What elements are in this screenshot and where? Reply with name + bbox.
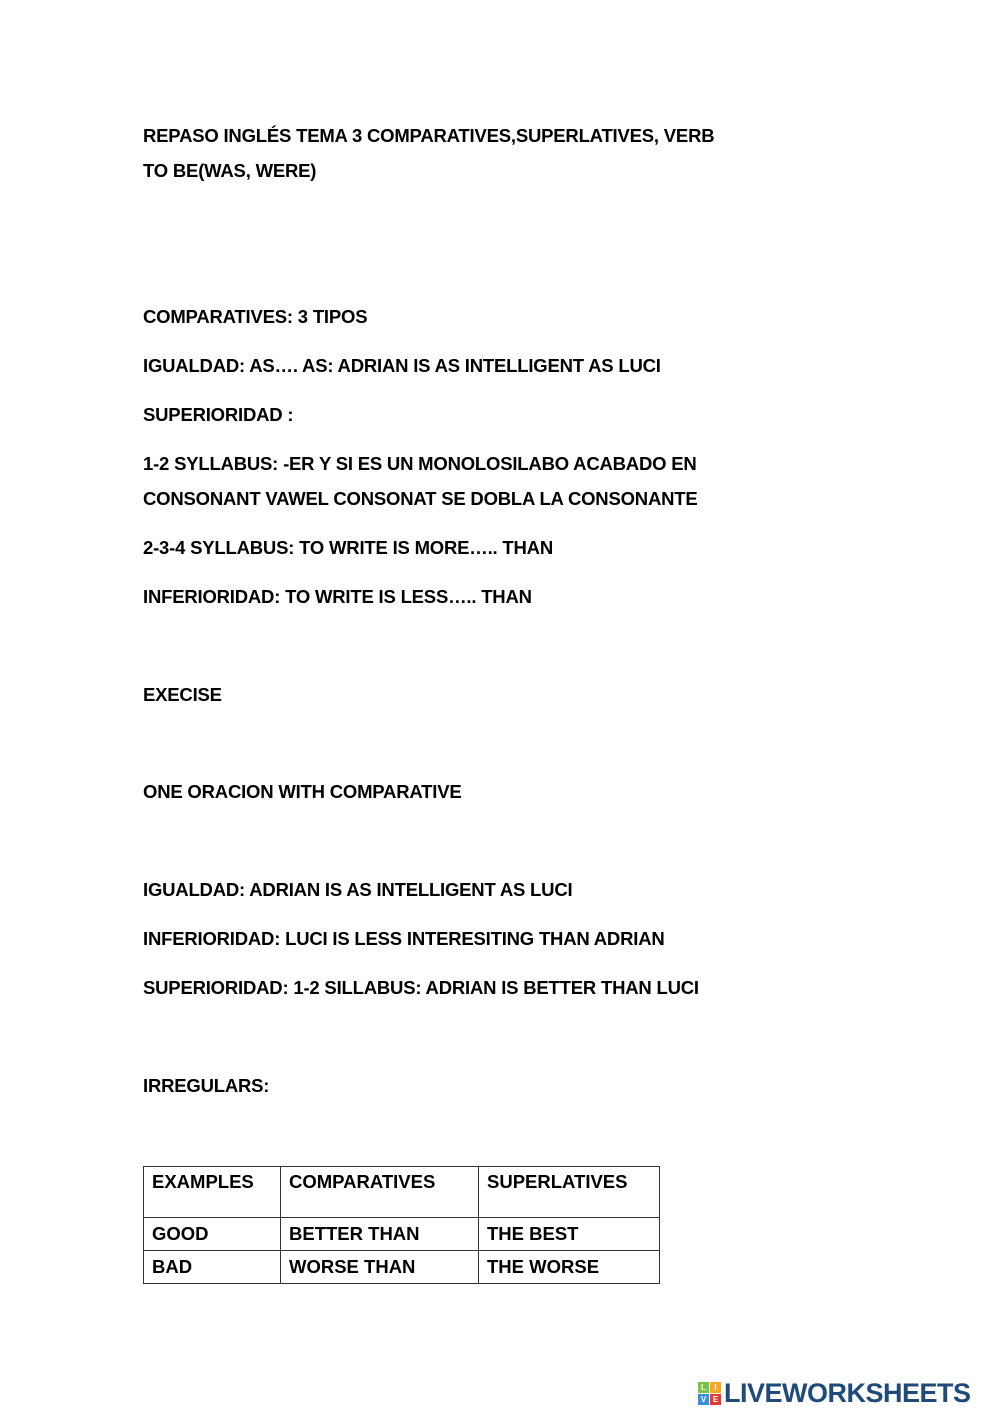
syllabus-rule-1: 1-2 SYLLABUS: -ER Y SI ES UN MONOLOSILABO ACABADO EN	[143, 453, 697, 474]
header-examples: EXAMPLES	[144, 1167, 281, 1218]
header-comparatives: COMPARATIVES	[281, 1167, 479, 1218]
exercise-instruction: ONE ORACION WITH COMPARATIVE	[143, 781, 462, 802]
logo-block: I	[710, 1382, 721, 1393]
inferioridad-rule: INFERIORIDAD: TO WRITE IS LESS….. THAN	[143, 586, 532, 607]
logo-text: LIVEWORKSHEETS	[724, 1378, 971, 1408]
table-cell: GOOD	[144, 1218, 281, 1251]
table-row	[144, 1218, 660, 1251]
superioridad-example: SUPERIORIDAD: 1-2 SILLABUS: ADRIAN IS BETTER THAN LUCI	[143, 977, 699, 998]
header-superlatives: SUPERLATIVES	[479, 1167, 660, 1218]
logo-blocks-icon	[698, 1382, 721, 1405]
table-cell: THE WORSE	[479, 1251, 660, 1284]
irregulars-heading: IRREGULARS:	[143, 1075, 270, 1096]
table-cell: BETTER THAN	[281, 1218, 479, 1251]
title-line-1: REPASO INGLÉS TEMA 3 COMPARATIVES,SUPERLATIVES, VERB	[143, 125, 715, 146]
liveworksheets-logo	[698, 1378, 971, 1409]
syllabus-rule-1-cont: CONSONANT VAWEL CONSONAT SE DOBLA LA CONSONANTE	[143, 488, 698, 509]
exercise-heading: EXECISE	[143, 684, 222, 705]
igualdad-rule: IGUALDAD: AS…. AS: ADRIAN IS AS INTELLIGENT AS LUCI	[143, 355, 661, 376]
inferioridad-example: INFERIORIDAD: LUCI IS LESS INTERESITING THAN ADRIAN	[143, 928, 665, 949]
irregulars-table	[143, 1166, 660, 1284]
syllabus-rule-2: 2-3-4 SYLLABUS: TO WRITE IS MORE….. THAN	[143, 537, 553, 558]
table-row	[144, 1251, 660, 1284]
igualdad-example: IGUALDAD: ADRIAN IS AS INTELLIGENT AS LUCI	[143, 879, 573, 900]
table-cell: WORSE THAN	[281, 1251, 479, 1284]
table-cell: BAD	[144, 1251, 281, 1284]
table-header-row	[144, 1167, 660, 1218]
title-line-2: TO BE(WAS, WERE)	[143, 160, 317, 181]
logo-block: L	[698, 1382, 709, 1393]
logo-block: V	[698, 1394, 709, 1405]
logo-block: E	[710, 1394, 721, 1405]
superioridad-heading: SUPERIORIDAD :	[143, 404, 294, 425]
comparatives-heading: COMPARATIVES: 3 TIPOS	[143, 306, 368, 327]
table-cell: THE BEST	[479, 1218, 660, 1251]
